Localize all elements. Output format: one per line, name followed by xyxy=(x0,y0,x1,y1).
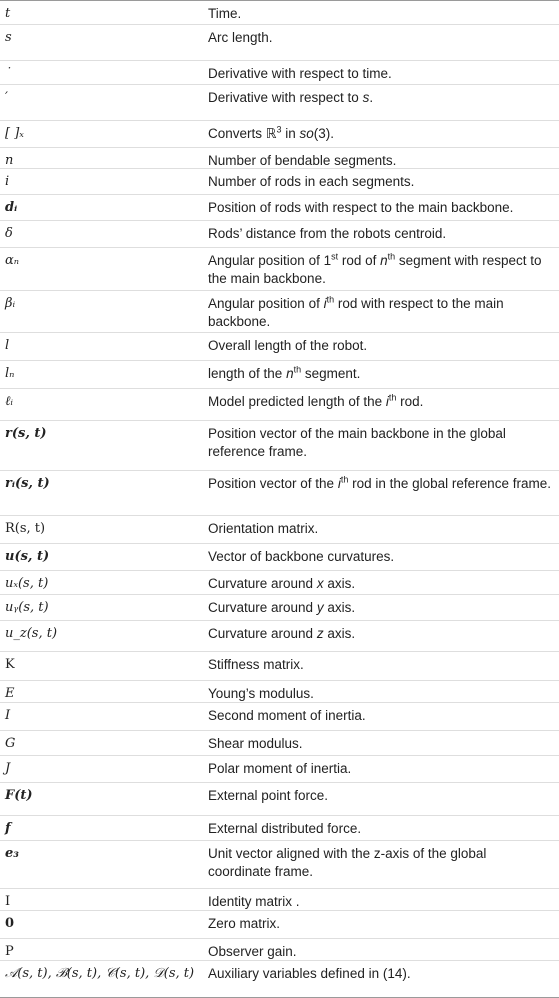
symbol-cell: ′ xyxy=(5,90,8,105)
description-cell: Polar moment of inertia. xyxy=(208,761,352,776)
symbol-cell: rᵢ(s, t) xyxy=(5,476,50,491)
symbol-cell: ˙ xyxy=(5,66,12,81)
table-row xyxy=(0,544,559,571)
table-row xyxy=(0,195,559,221)
symbol-cell: r(s, t) xyxy=(5,426,47,441)
table-row xyxy=(0,681,559,703)
description-cell: Vector of backbone curvatures. xyxy=(208,549,395,564)
description-cell: Curvature around x axis. xyxy=(208,576,356,591)
description-cell: Zero matrix. xyxy=(208,916,281,931)
symbol-cell: αₙ xyxy=(5,253,20,268)
description-cell: Curvature around z axis. xyxy=(208,626,356,641)
description-cell: Overall length of the robot. xyxy=(208,338,368,353)
table-row xyxy=(0,756,559,783)
description-cell: Model predicted length of the $i^{th}$ rod. xyxy=(208,392,424,409)
symbol-cell: F(t) xyxy=(5,788,33,803)
table-row xyxy=(0,939,559,961)
symbol-cell: R(s, t) xyxy=(5,521,46,536)
table-row xyxy=(0,85,559,121)
symbol-cell: I xyxy=(5,894,11,909)
table-row xyxy=(0,333,559,361)
description-cell: Position of rods with respect to the main backbone. xyxy=(208,200,514,215)
symbol-cell: 0 xyxy=(5,916,15,931)
table-row xyxy=(0,389,559,421)
description-cell: Number of rods in each segments. xyxy=(208,174,415,189)
symbol-cell: uᵧ(s, t) xyxy=(5,600,49,615)
symbol-cell: u(s, t) xyxy=(5,549,50,564)
table-row xyxy=(0,248,559,291)
symbol-cell: dᵢ xyxy=(5,200,18,215)
description-cell: Position vector of the main backbone in the global reference frame. xyxy=(208,426,506,459)
description-cell: Arc length. xyxy=(208,30,273,45)
symbol-cell: J xyxy=(5,761,11,776)
symbol-cell: 𝒜(s, t), ℬ(s, t), 𝒞(s, t), 𝒟(s, t) xyxy=(5,966,195,981)
symbol-cell: f xyxy=(5,821,11,836)
table-row xyxy=(0,889,559,911)
table-row xyxy=(0,595,559,621)
description-cell: Derivative with respect to s. xyxy=(208,90,374,105)
symbol-cell: P xyxy=(5,944,14,959)
table-row xyxy=(0,516,559,544)
description-cell: Converts ℝ$^3$ in so(3). xyxy=(208,124,335,141)
table-row xyxy=(0,169,559,195)
description-cell: Orientation matrix. xyxy=(208,521,319,536)
symbol-cell: uₓ(s, t) xyxy=(5,576,49,591)
table-row xyxy=(0,61,559,85)
symbol-cell: [ ]ₓ xyxy=(5,126,24,141)
table-row xyxy=(0,911,559,939)
table-row xyxy=(0,291,559,333)
table-row xyxy=(0,703,559,731)
table-row xyxy=(0,571,559,595)
symbol-cell: i xyxy=(5,174,10,189)
description-cell: Stiffness matrix. xyxy=(208,657,304,672)
description-cell: Curvature around y axis. xyxy=(208,600,356,615)
description-cell: Observer gain. xyxy=(208,944,297,959)
symbol-cell: K xyxy=(5,657,15,672)
table-row xyxy=(0,471,559,516)
description-cell: External point force. xyxy=(208,788,329,803)
table-row xyxy=(0,961,559,997)
table-row xyxy=(0,148,559,169)
table-row xyxy=(0,1,559,25)
table-row xyxy=(0,731,559,756)
description-cell: length of the $n^{th}$ segment. xyxy=(208,364,361,381)
description-cell: Position vector of the $i^{th}$ rod in the global reference frame. xyxy=(208,474,551,491)
table-row xyxy=(0,841,559,889)
symbol-cell: I xyxy=(5,708,11,723)
symbol-cell: u_z(s, t) xyxy=(5,626,58,641)
table-row xyxy=(0,621,559,652)
table-row xyxy=(0,421,559,471)
description-cell: Unit vector aligned with the z-axis of the global coordinate frame. xyxy=(208,846,487,879)
symbol-cell: t xyxy=(5,6,11,21)
table-row xyxy=(0,816,559,841)
symbol-cell: G xyxy=(5,736,16,751)
symbol-cell: βᵢ xyxy=(5,296,16,311)
table-row xyxy=(0,121,559,148)
description-cell: Derivative with respect to time. xyxy=(208,66,392,81)
symbol-cell: E xyxy=(5,686,15,701)
table-row xyxy=(0,783,559,816)
symbol-cell: lₙ xyxy=(5,366,15,381)
symbol-cell: e₃ xyxy=(5,846,19,861)
symbol-cell: n xyxy=(5,153,14,168)
description-cell: Identity matrix . xyxy=(208,894,300,909)
symbol-cell: ℓᵢ xyxy=(5,394,14,409)
symbol-cell: l xyxy=(5,338,10,353)
table-row xyxy=(0,652,559,681)
symbol-cell: s xyxy=(5,30,12,45)
table-row xyxy=(0,25,559,61)
table-row xyxy=(0,221,559,248)
table-row xyxy=(0,361,559,389)
description-cell: External distributed force. xyxy=(208,821,362,836)
description-cell: Rods’ distance from the robots centroid. xyxy=(208,226,447,241)
description-cell: Angular position of 1st rod of $n^{th}$ segment with respect to the main backbone. xyxy=(208,251,542,286)
symbol-cell: δ xyxy=(5,226,13,241)
description-cell: Young’s modulus. xyxy=(208,686,314,701)
description-cell: Second moment of inertia. xyxy=(208,708,366,723)
description-cell: Angular position of $i^{th}$ rod with respect to the main backbone. xyxy=(208,294,504,329)
description-cell: Auxiliary variables defined in (14). xyxy=(208,966,411,981)
description-cell: Number of bendable segments. xyxy=(208,153,397,168)
description-cell: Time. xyxy=(208,6,242,21)
description-cell: Shear modulus. xyxy=(208,736,303,751)
